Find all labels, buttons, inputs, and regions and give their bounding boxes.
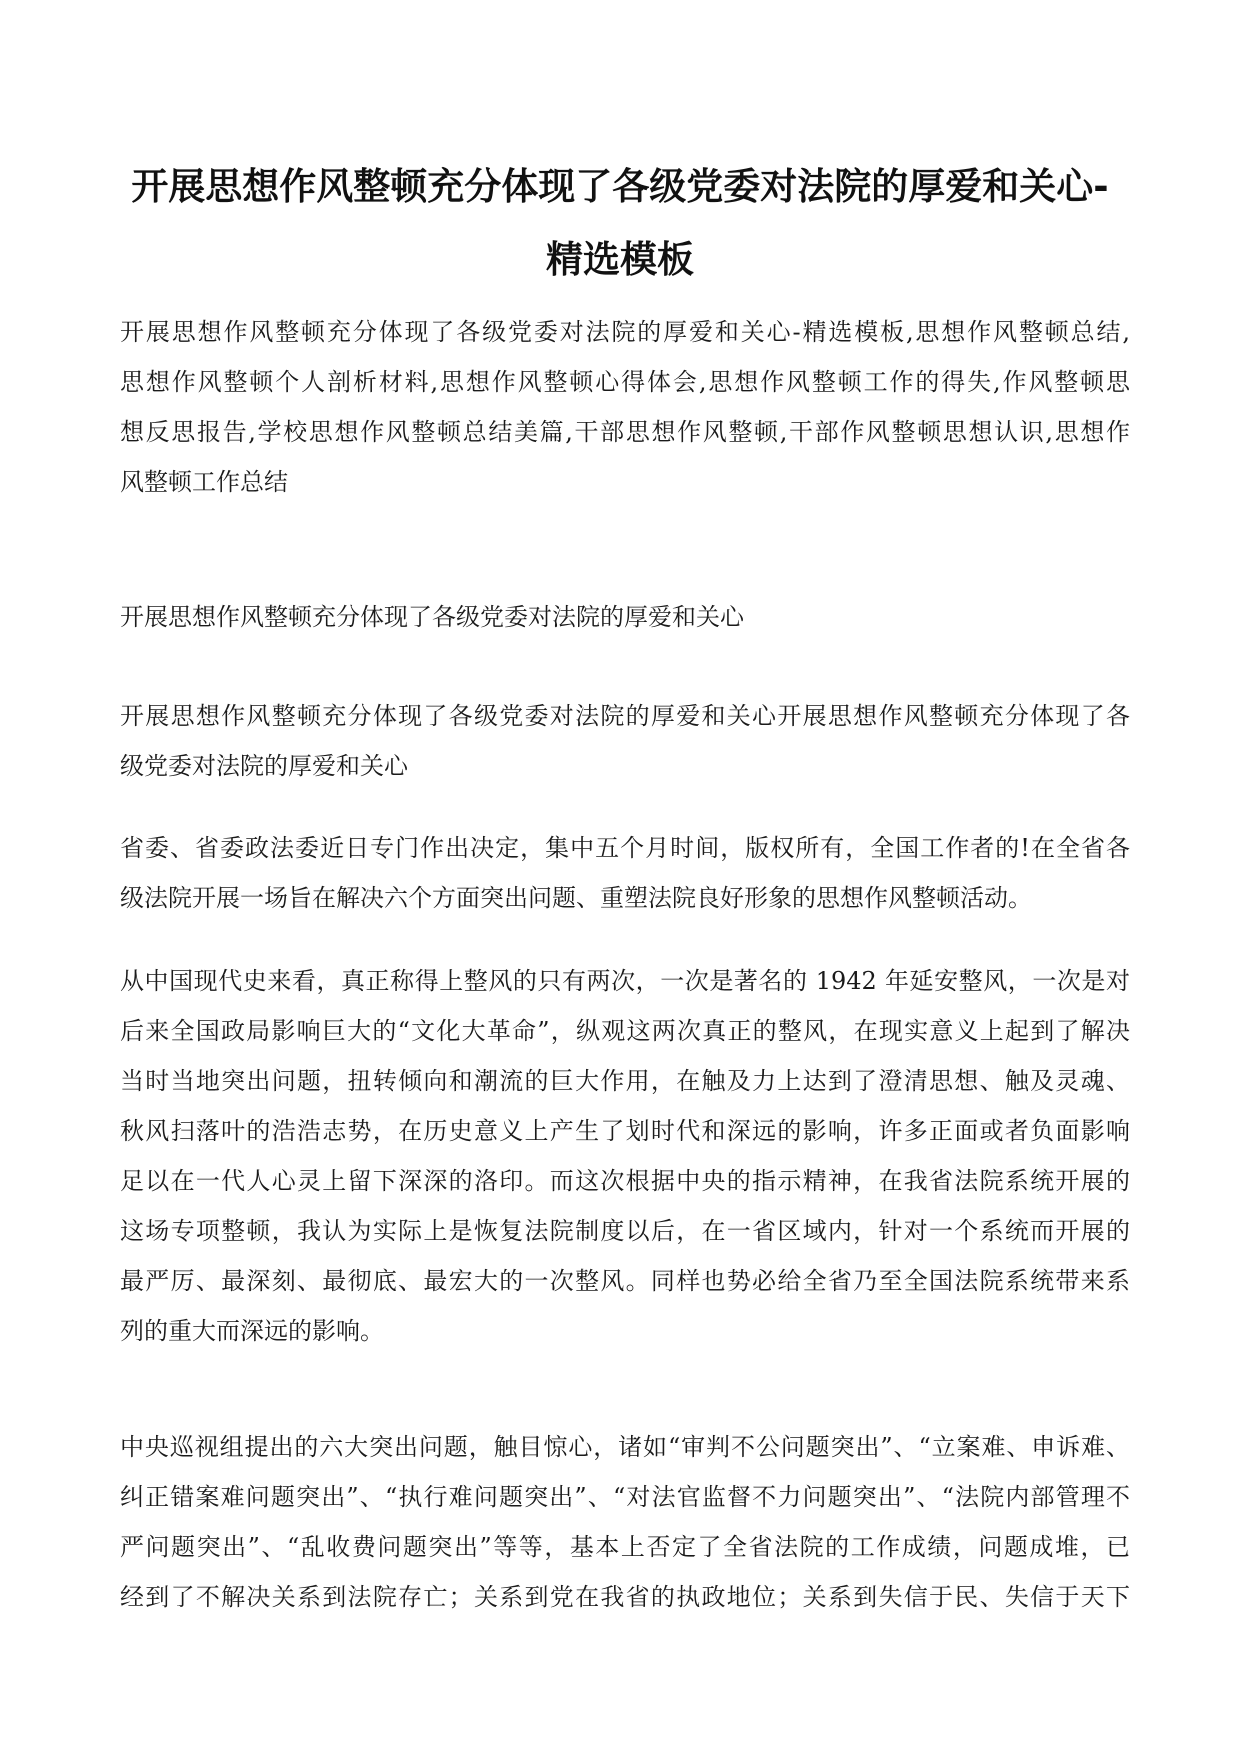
text-line: 这场专项整顿，我认为实际上是恢复法院制度以后，在一省区域内，针对一个系统而开展的 <box>120 1217 1130 1245</box>
text-line: 后来全国政局影响巨大的“文化大革命”，纵观这两次真正的整风，在现实意义上起到了解决 <box>120 1017 1130 1045</box>
subtitle-paragraph <box>120 592 1130 642</box>
title-line: 精选模板 <box>546 238 694 281</box>
text-line: 经到了不解决关系到法院存亡；关系到党在我省的执政地位；关系到失信于民、失信于天下 <box>120 1583 1130 1611</box>
text-line: 从中国现代史来看，真正称得上整风的只有两次，一次是著名的 1942 年延安整风，一次是对 <box>120 967 1130 995</box>
text-line: 风整顿工作总结 <box>120 468 288 496</box>
text-line: 当时当地突出问题，扭转倾向和潮流的巨大作用，在触及力上达到了澄清思想、触及灵魂、 <box>120 1067 1130 1095</box>
text-line: 省委、省委政法委近日专门作出决定，集中五个月时间，版权所有，全国工作者的!在全省各 <box>120 834 1130 862</box>
text-line: 秋风扫落叶的浩浩志势，在历史意义上产生了划时代和深远的影响，许多正面或者负面影响 <box>120 1117 1130 1145</box>
text-line: 开展思想作风整顿充分体现了各级党委对法院的厚爱和关心开展思想作风整顿充分体现了各 <box>120 702 1130 730</box>
text-line: 中央巡视组提出的六大突出问题，触目惊心，诸如“审判不公问题突出”、“立案难、申诉难、 <box>120 1433 1130 1461</box>
keywords-paragraph <box>120 307 1130 507</box>
text-line: 足以在一代人心灵上留下深深的洛印。而这次根据中央的指示精神，在我省法院系统开展的 <box>120 1167 1130 1195</box>
text-line: 纠正错案难问题突出”、“执行难问题突出”、“对法官监督不力问题突出”、“法院内部管理不 <box>120 1483 1130 1511</box>
body-paragraph <box>120 823 1130 923</box>
document-title <box>110 150 1130 296</box>
text-line: 思想作风整顿个人剖析材料,思想作风整顿心得体会,思想作风整顿工作的得失,作风整顿思 <box>120 368 1130 396</box>
title-line: 开展思想作风整顿充分体现了各级党委对法院的厚爱和关心- <box>131 165 1109 208</box>
body-paragraph <box>120 691 1130 791</box>
text-line: 开展思想作风整顿充分体现了各级党委对法院的厚爱和关心 <box>120 603 744 631</box>
text-line: 严问题突出”、“乱收费问题突出”等等，基本上否定了全省法院的工作成绩，问题成堆，已 <box>120 1533 1130 1561</box>
text-line: 级党委对法院的厚爱和关心 <box>120 752 408 780</box>
text-line: 想反思报告,学校思想作风整顿总结美篇,干部思想作风整顿,干部作风整顿思想认识,思想作 <box>120 418 1130 446</box>
text-line: 列的重大而深远的影响。 <box>120 1317 384 1345</box>
text-line: 最严厉、最深刻、最彻底、最宏大的一次整风。同样也势必给全省乃至全国法院系统带来系 <box>120 1267 1130 1295</box>
body-paragraph <box>120 1422 1130 1622</box>
body-paragraph <box>120 956 1130 1356</box>
text-line: 级法院开展一场旨在解决六个方面突出问题、重塑法院良好形象的思想作风整顿活动。 <box>120 884 1032 912</box>
text-line: 开展思想作风整顿充分体现了各级党委对法院的厚爱和关心-精选模板,思想作风整顿总结, <box>120 318 1130 346</box>
